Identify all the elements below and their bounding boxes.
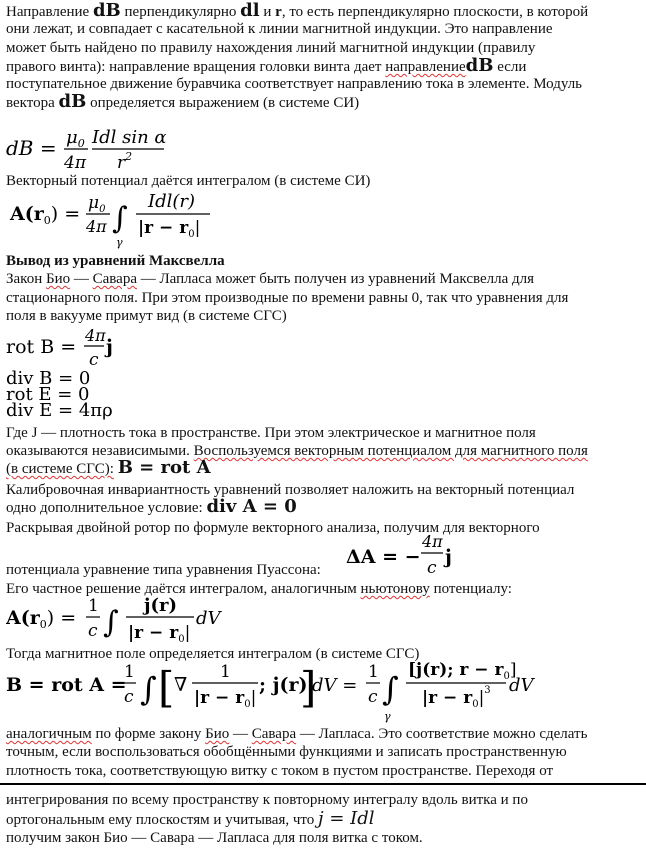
para8-line1: аналогичным по форме закону Био — Савара — Лапласа. Это соответствие можно сделать bbox=[6, 726, 588, 742]
svg-text:c: c bbox=[368, 687, 378, 707]
para2-line3: поля в вакууме примут вид (в системе СГС) bbox=[6, 308, 287, 324]
formula-poisson bbox=[344, 530, 464, 584]
svg-text:dB =: dB = bbox=[6, 136, 57, 160]
para3-line3: (в системе СГС): B = rot A bbox=[6, 457, 211, 478]
formula-A-si bbox=[6, 188, 226, 250]
svg-text:]: ] bbox=[300, 663, 317, 712]
svg-text:Idl sin α: Idl sin α bbox=[92, 127, 167, 148]
svg-text:dV =: dV = bbox=[312, 675, 358, 696]
para5-line2: потенциала уравнение типа уравнения Пуассона: bbox=[6, 562, 321, 578]
para3-line2: оказываются независимыми. Воспользуемся векторным потенциалом для магнитного поля bbox=[6, 443, 588, 459]
para2-line1: Закон Био — Савара — Лапласа может быть получен из уравнений Максвелла для bbox=[6, 271, 535, 287]
svg-text:∫: ∫ bbox=[112, 201, 128, 236]
svg-text:c: c bbox=[89, 350, 99, 370]
svg-text:∫: ∫ bbox=[103, 605, 119, 640]
svg-text:4π: 4π bbox=[64, 153, 86, 172]
eq-rotE: rot E = 0 bbox=[6, 384, 90, 405]
vecpot-intro: Векторный потенциал даётся интегралом (в системе СИ) bbox=[6, 173, 371, 189]
svg-text:j: j bbox=[106, 336, 113, 358]
eq-divB: div B = 0 bbox=[6, 368, 91, 389]
svg-text:μ0: $\mu_0$ bbox=[88, 193, 106, 215]
svg-text:j(r): j(r) bbox=[144, 595, 178, 616]
svg-text:|r − r0|3: $|r - r_0|^3$ bbox=[422, 685, 491, 710]
svg-text:1: 1 bbox=[220, 662, 231, 682]
para8-line2: точным, если воспользоваться обобщёнными функциями и записать пространственную bbox=[6, 744, 567, 760]
para1-line4: правого винта): направление вращения головки винта дает направлениеdB если bbox=[6, 55, 527, 76]
svg-text:1: 1 bbox=[368, 662, 379, 682]
svg-text:B = rot A =: B = rot A = bbox=[6, 674, 127, 696]
svg-text:4π: 4π bbox=[85, 326, 106, 345]
para1-line1: Направление dB перпендикулярно dl и r, то есть перпендикулярно плоскости, в которой bbox=[6, 0, 589, 21]
svg-text:c: c bbox=[427, 558, 437, 578]
svg-text:1: 1 bbox=[124, 662, 135, 682]
formula-dB bbox=[6, 124, 206, 172]
svg-text:dV: dV bbox=[509, 675, 534, 696]
section-heading: Вывод из уравнений Максвелла bbox=[6, 253, 225, 269]
svg-text:γ: γ bbox=[116, 236, 123, 249]
para1-line5: поступательное движение буравчика соответствует направлению тока в элементе. Модуль bbox=[6, 76, 583, 92]
svg-text:4π: 4π bbox=[86, 217, 107, 236]
svg-text:ΔA = −: ΔA = − bbox=[346, 546, 421, 568]
formula-A-cgs bbox=[6, 594, 246, 646]
page-break-line bbox=[0, 783, 646, 785]
para7: Тогда магнитное поле определяется интегралом (в системе СГС) bbox=[6, 646, 420, 662]
eq-divE: div E = 4πρ bbox=[6, 400, 113, 420]
para3-line1: Где J — плотность тока в пространстве. При этом электрическое и магнитное поля bbox=[6, 425, 536, 441]
svg-text:4π: 4π bbox=[422, 532, 443, 551]
svg-text:j: j bbox=[445, 546, 452, 568]
svg-text:|r − r0|: $|r - r_0|$ bbox=[194, 688, 257, 710]
para2-line2: стационарного поля. При этом производные по времени равны 0, так что уравнения для bbox=[6, 290, 569, 306]
para8-line3: плотность тока, соответствующую витку с током в пустом пространстве. Переходя от bbox=[6, 763, 554, 779]
svg-text:dV: dV bbox=[196, 608, 221, 629]
para9-line2: ортогональным ему плоскостям и учитывая, что j = Idl bbox=[6, 808, 375, 829]
para1-line2: они лежат, и совпадает с касательной к линии магнитной индукции. Это направление bbox=[6, 21, 553, 37]
svg-text:A(r0) =: $A(r_0)$ = bbox=[10, 203, 81, 227]
svg-text:[: [ bbox=[158, 663, 175, 712]
para6-line1: Его частное решение даётся интегралом, аналогичным ньютонову потенциалу: bbox=[6, 581, 512, 597]
svg-text:μ0: $\mu_0$ bbox=[66, 127, 85, 150]
para1-line3: может быть найдено по правилу нахождения линий магнитной индукции (правилу bbox=[6, 40, 536, 56]
svg-text:1: 1 bbox=[88, 596, 99, 616]
formula-B bbox=[6, 658, 566, 724]
eq-rotB: rot B = bbox=[6, 336, 77, 358]
para4-line1: Калибровочная инвариантность уравнений позволяет наложить на векторный потенциал bbox=[6, 482, 575, 498]
svg-text:A(r0) =: $A(r_0)$ = bbox=[6, 607, 77, 631]
svg-text:∇: ∇ bbox=[174, 674, 188, 696]
svg-text:c: c bbox=[88, 621, 98, 641]
svg-text:γ: γ bbox=[384, 710, 391, 723]
svg-text:|r − r0|: $|r - r_0|$ bbox=[128, 623, 191, 645]
svg-text:∫: ∫ bbox=[140, 670, 157, 708]
para4-line2: одно дополнительное условие: div A = 0 bbox=[6, 496, 297, 517]
para1-line6: вектора dB определяется выражением (в системе СИ) bbox=[6, 91, 360, 112]
svg-text:[j(r); r − r0]: [j(r); $r - r_0$] bbox=[408, 660, 517, 682]
svg-text:|r − r0|: $|r - r_0|$ bbox=[138, 218, 201, 240]
maxwell-equations bbox=[6, 322, 206, 420]
svg-text:; j(r): ; j(r) bbox=[259, 674, 308, 696]
svg-text:r2: $r^2$ bbox=[117, 150, 133, 172]
svg-text:Idl(r): Idl(r) bbox=[148, 191, 196, 212]
svg-text:c: c bbox=[124, 687, 134, 707]
para9-line1: интегрирования по всему пространству к повторному интегралу вдоль витка и по bbox=[6, 792, 528, 808]
para5-line1: Раскрывая двойной ротор по формуле векторного анализа, получим для векторного bbox=[6, 520, 540, 536]
para9-line3: получим закон Био — Савара — Лапласа для поля витка с током. bbox=[6, 830, 423, 846]
svg-text:∫: ∫ bbox=[382, 670, 399, 708]
